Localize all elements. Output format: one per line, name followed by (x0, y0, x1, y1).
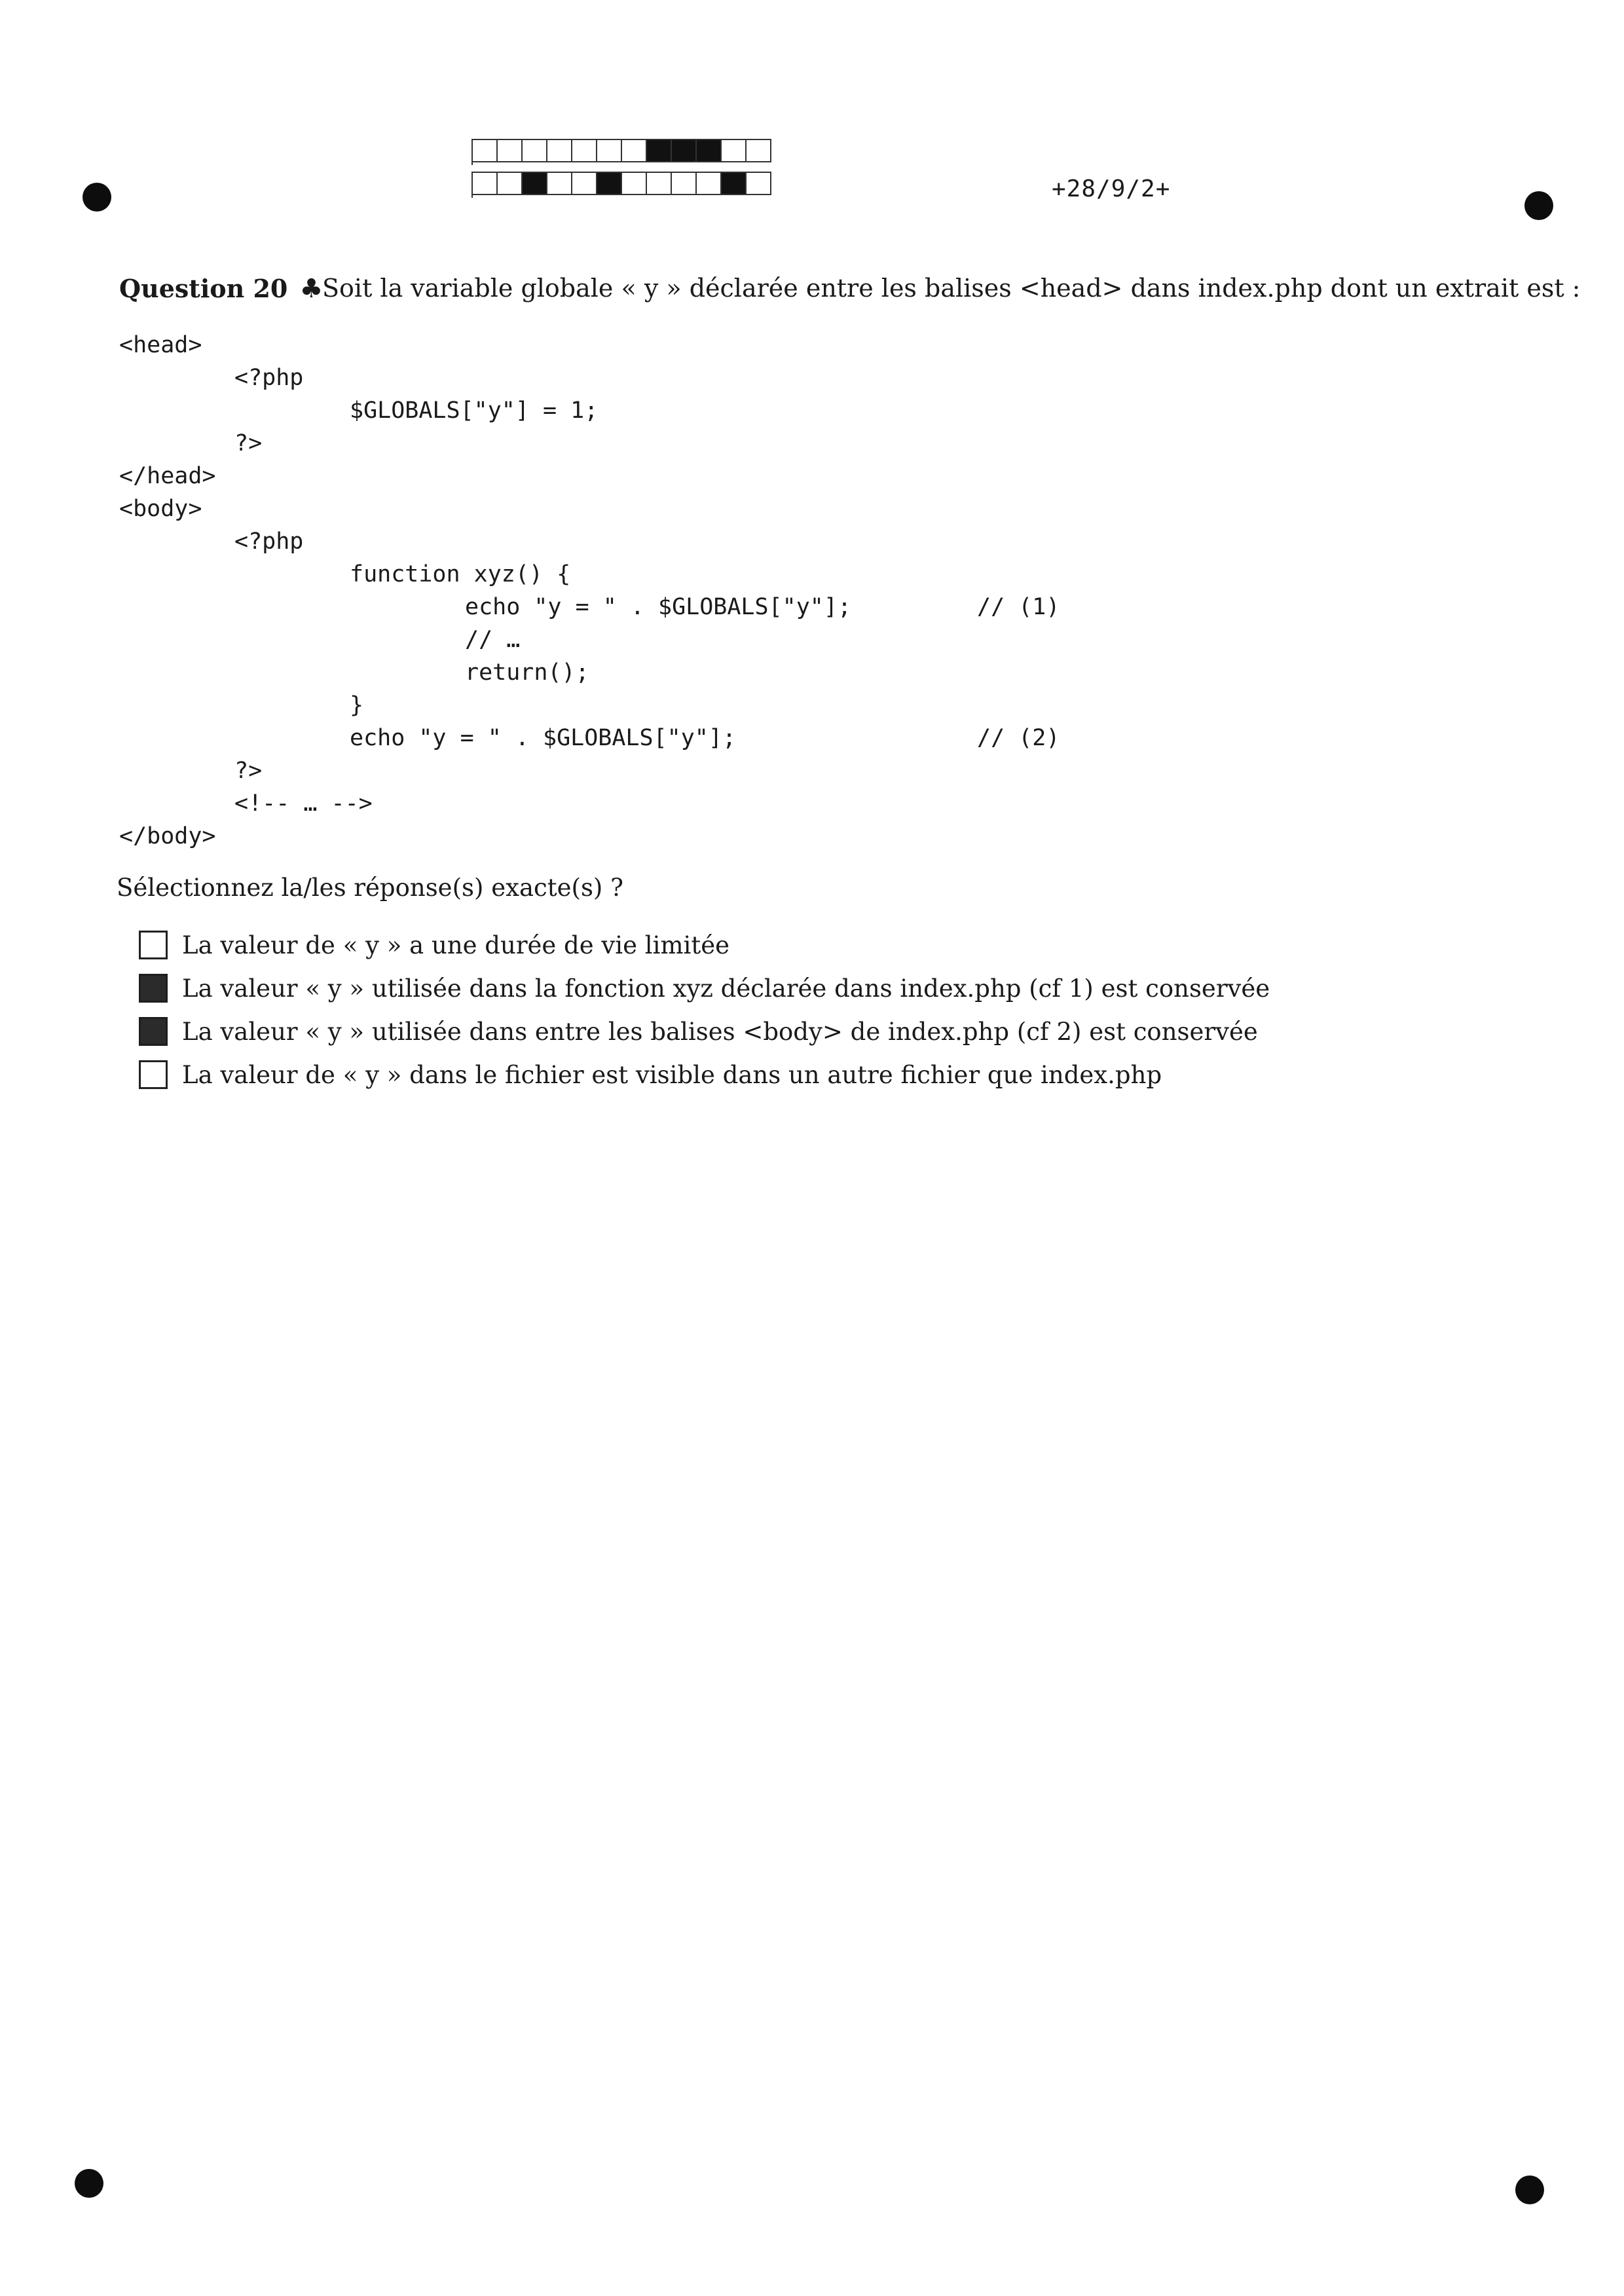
answer-option-2[interactable] (139, 967, 1270, 1010)
page-code-boxes-row-2 (471, 172, 784, 198)
code-line: // … (465, 627, 521, 653)
page-identifier: +28/9/2+ (1052, 176, 1171, 202)
code-box-filled (647, 139, 672, 162)
code-line: function xyz() { (350, 561, 571, 587)
answer-list (139, 923, 1270, 1096)
answer-checkbox[interactable] (139, 931, 168, 959)
code-comment: // (2) (977, 725, 1060, 751)
registration-mark-top-left (83, 183, 111, 212)
code-box-filled (697, 139, 722, 162)
code-box-empty (498, 139, 523, 162)
code-box-filled (722, 172, 747, 195)
code-box-empty (473, 139, 498, 162)
code-box-empty (672, 172, 697, 195)
answer-label: La valeur de « y » a une durée de vie limitée (182, 931, 730, 959)
code-line: $GLOBALS["y"] = 1; (350, 398, 599, 424)
code-line: } (350, 692, 364, 718)
code-listing (119, 329, 1060, 853)
code-line: <body> (119, 496, 202, 522)
code-line: <?php (234, 365, 304, 391)
code-line: return(); (465, 659, 589, 686)
code-line: ?> (234, 758, 263, 784)
code-line: <?php (234, 528, 304, 555)
code-comment: // (1) (977, 594, 1060, 620)
code-box-empty (647, 172, 672, 195)
code-box-filled (597, 172, 622, 195)
code-box-empty (498, 172, 523, 195)
code-text: echo "y = " . $GLOBALS["y"]; (465, 594, 852, 620)
code-box-empty (572, 172, 597, 195)
page-code-boxes-row-1 (471, 139, 784, 165)
code-box-empty (622, 139, 647, 162)
answer-checkbox-checked[interactable] (139, 1017, 168, 1046)
answer-option-3[interactable] (139, 1010, 1270, 1053)
answer-label: La valeur « y » utilisée dans entre les balises <body> de index.php (cf 2) est conservée (182, 1017, 1258, 1046)
answer-label: La valeur de « y » dans le fichier est visible dans un autre fichier que index.php (182, 1060, 1162, 1089)
question-number: Question 20 (119, 274, 288, 303)
question-header (119, 274, 1581, 304)
answer-label: La valeur « y » utilisée dans la fonction xyz déclarée dans index.php (cf 1) est conservée (182, 974, 1270, 1003)
code-box-empty (523, 139, 547, 162)
code-box-filled (672, 139, 697, 162)
code-line: <!-- … --> (234, 790, 373, 817)
code-box-empty (547, 139, 572, 162)
code-box-empty (572, 139, 597, 162)
registration-mark-bottom-right (1515, 2176, 1544, 2204)
code-line: </head> (119, 463, 216, 489)
code-box-empty (747, 172, 771, 195)
answer-checkbox[interactable] (139, 1060, 168, 1089)
code-box-empty (597, 139, 622, 162)
code-text: echo "y = " . $GLOBALS["y"]; (350, 725, 737, 751)
code-box-empty (722, 139, 747, 162)
question-text: Soit la variable globale « y » déclarée entre les balises <head> dans index.php dont un extrait est : (322, 274, 1581, 303)
code-box-empty (622, 172, 647, 195)
club-icon: ♣ (299, 274, 323, 304)
code-line: ?> (234, 430, 263, 456)
registration-mark-bottom-left (75, 2169, 103, 2198)
code-line (119, 591, 1060, 623)
answer-prompt: Sélectionnez la/les réponse(s) exacte(s) ? (117, 874, 623, 902)
code-box-empty (747, 139, 771, 162)
code-line: <head> (119, 332, 202, 358)
code-box-empty (547, 172, 572, 195)
code-box-empty (473, 172, 498, 195)
answer-checkbox-checked[interactable] (139, 974, 168, 1003)
registration-mark-top-right (1524, 191, 1553, 220)
code-box-empty (697, 172, 722, 195)
answer-option-4[interactable] (139, 1053, 1270, 1096)
code-box-filled (523, 172, 547, 195)
answer-option-1[interactable] (139, 923, 1270, 967)
code-line (119, 722, 1060, 754)
code-line: </body> (119, 823, 216, 849)
